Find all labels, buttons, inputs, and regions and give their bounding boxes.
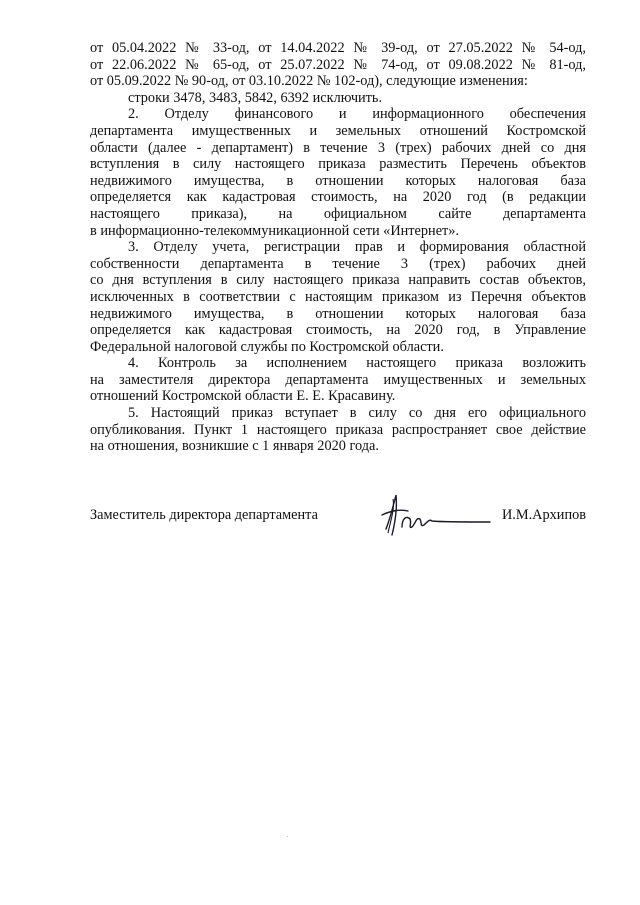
text-line: на отношения, возникшие с 1 января 2020 года. [90, 438, 379, 455]
text-line: области (далее - департамент) в течение 3 (трех) рабочих дней со дня [90, 139, 586, 156]
text-line: исключенных в соответствии с настоящим приказом из Перечня объектов [90, 288, 586, 305]
text-line: департамента имущественных и земельных отношений Костромской [90, 122, 586, 139]
text-line: 2. Отделу финансового и информационного обеспечения [128, 106, 586, 123]
text-line: недвижимого имущества, в отношении которых налоговая база [90, 172, 586, 189]
text-line: от 22.06.2022 № 65-од, от 25.07.2022 № 74-од, от 09.08.2022 № 81-од, [90, 56, 586, 73]
scan-speck [287, 836, 288, 837]
text-line: 3. Отделу учета, регистрации прав и формирования областной [128, 239, 586, 256]
text-line: определяется как кадастровая стоимость, на 2020 год, в Управление [90, 322, 586, 339]
text-line: на заместителя директора департамента имущественных и земельных [90, 371, 586, 388]
text-line: 5. Настоящий приказ вступает в силу со дня его официального [128, 405, 586, 422]
text-line: собственности департамента в течение 3 (трех) рабочих дней [90, 255, 586, 272]
text-line: недвижимого имущества, в отношении которых налоговая база [90, 305, 586, 322]
signature-block [90, 507, 586, 535]
text-line: строки 3478, 3483, 5842, 6392 исключить. [128, 89, 383, 106]
text-line: опубликования. Пункт 1 настоящего приказа распространяет свое действие [90, 421, 586, 438]
signatory-title: Заместитель директора департамента [90, 507, 318, 523]
text-line: 4. Контроль за исполнением настоящего приказа возложить [128, 355, 586, 372]
text-line: определяется как кадастровая стоимость, на 2020 год (в редакции [90, 189, 586, 206]
text-line: от 05.04.2022 № 33-од, от 14.04.2022 № 39-од, от 27.05.2022 № 54-од, [90, 40, 586, 56]
text-line: вступления в силу настоящего приказа разместить Перечень объектов [90, 156, 586, 173]
text-line: отношений Костромской области Е. Е. Красавину. [90, 388, 396, 405]
text-line: в информационно-телекоммуникационной сети «Интернет». [90, 222, 460, 239]
document-body [90, 40, 586, 455]
text-line: Федеральной налоговой службы по Костромской области. [90, 338, 444, 355]
signatory-name: И.М.Архипов [501, 507, 586, 523]
text-line: настоящего приказа), на официальном сайте департамента [90, 205, 586, 222]
text-line: со дня вступления в силу настоящего приказа направить состав объектов, [90, 272, 586, 289]
handwritten-signature-icon [372, 489, 492, 541]
text-line: от 05.09.2022 № 90-од, от 03.10.2022 № 102-од), следующие изменения: [90, 73, 528, 90]
